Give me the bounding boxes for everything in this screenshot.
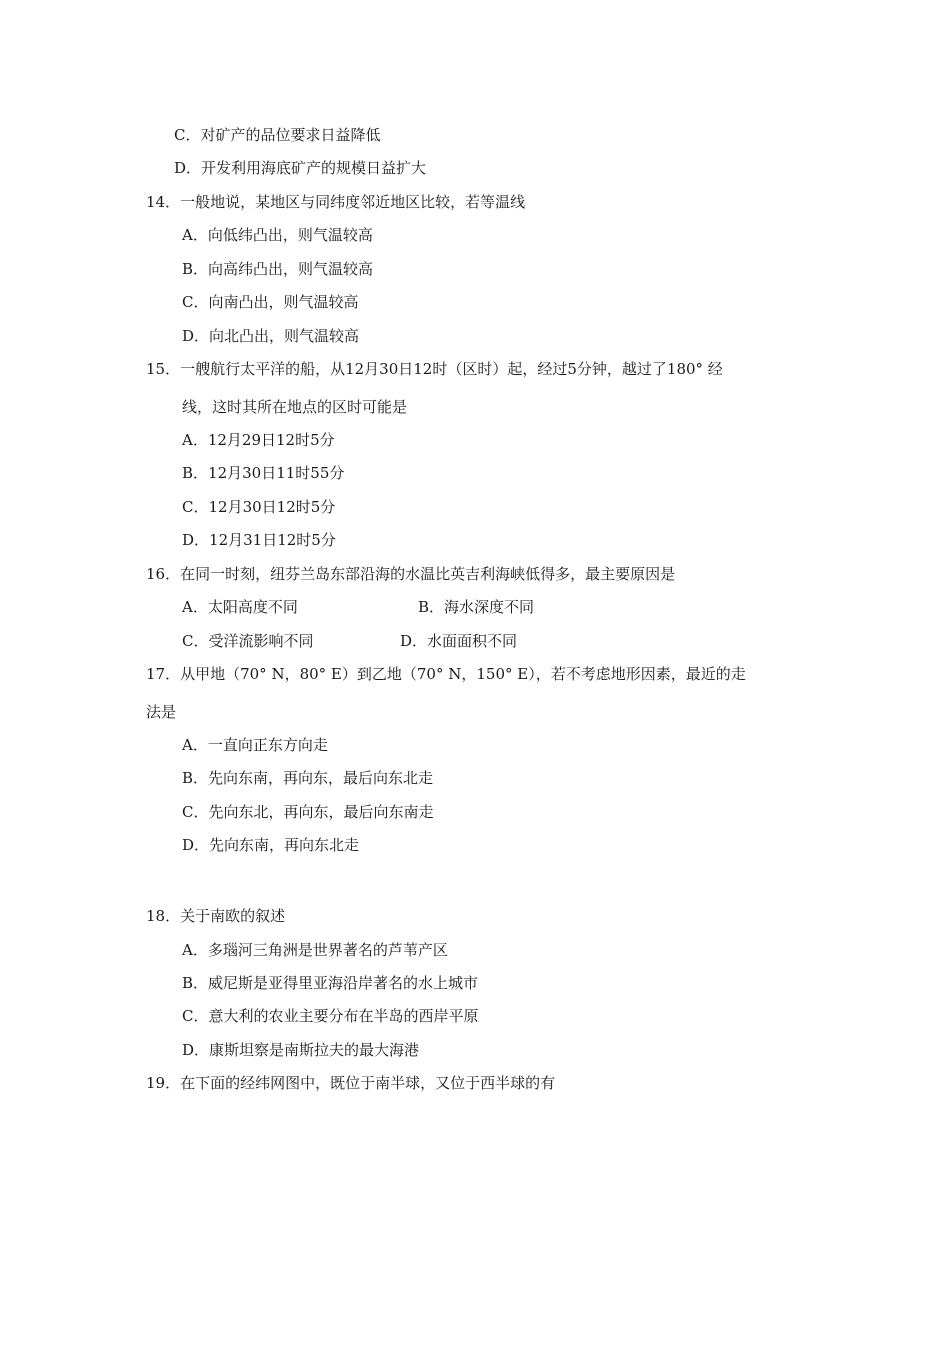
q17-option-b: B．先向东南，再向东，最后向东北走 (182, 769, 434, 787)
q14-option-d: D．向北凸出，则气温较高 (182, 327, 360, 345)
q15-option-b: B．12月30日11时55分 (182, 464, 345, 482)
q19-stem: 19．在下面的经纬网图中，既位于南半球，又位于西半球的有 (146, 1074, 556, 1092)
q16-stem: 16．在同一时刻，纽芬兰岛东部沿海的水温比英吉利海峡低得多，最主要原因是 (146, 565, 676, 583)
q18-option-c: C．意大利的农业主要分布在半岛的西岸平原 (182, 1007, 479, 1025)
q16-option-a: A．太阳高度不同 (182, 598, 298, 616)
q18-stem: 18．关于南欧的叙述 (146, 907, 286, 925)
q14-option-c: C．向南凸出，则气温较高 (182, 293, 359, 311)
q15-stem-continued: 线，这时其所在地点的区时可能是 (182, 398, 408, 416)
q15-option-d: D．12月31日12时5分 (182, 531, 336, 549)
q16-option-c: C．受洋流影响不同 (182, 632, 314, 650)
q17-stem-continued: 法是 (146, 703, 177, 721)
q17-stem: 17．从甲地（70° N，80° E）到乙地（70° N，150° E），若不考虑地形因素，最近的走 (146, 665, 746, 683)
q13-option-d: D．开发利用海底矿产的规模日益扩大 (174, 159, 427, 177)
q16-option-b: B．海水深度不同 (418, 598, 535, 616)
q17-option-a: A．一直向正东方向走 (182, 736, 328, 754)
q14-option-b: B．向高纬凸出，则气温较高 (182, 260, 374, 278)
q14-stem: 14．一般地说，某地区与同纬度邻近地区比较，若等温线 (146, 193, 526, 211)
q17-option-d: D．先向东南，再向东北走 (182, 836, 360, 854)
q14-option-a: A．向低纬凸出，则气温较高 (182, 226, 373, 244)
q17-option-c: C．先向东北，再向东，最后向东南走 (182, 803, 434, 821)
q15-option-c: C．12月30日12时5分 (182, 498, 336, 516)
q15-stem: 15．一艘航行太平洋的船，从12月30日12时（区时）起，经过5分钟，越过了180° 经 (146, 360, 723, 378)
q18-option-d: D．康斯坦察是南斯拉夫的最大海港 (182, 1041, 420, 1059)
q15-option-a: A．12月29日12时5分 (182, 431, 335, 449)
q13-option-c: C．对矿产的品位要求日益降低 (174, 126, 381, 144)
q18-option-b: B．威尼斯是亚得里亚海沿岸著名的水上城市 (182, 974, 479, 992)
q18-option-a: A．多瑙河三角洲是世界著名的芦苇产区 (182, 941, 448, 959)
q16-option-d: D．水面面积不同 (400, 632, 518, 650)
